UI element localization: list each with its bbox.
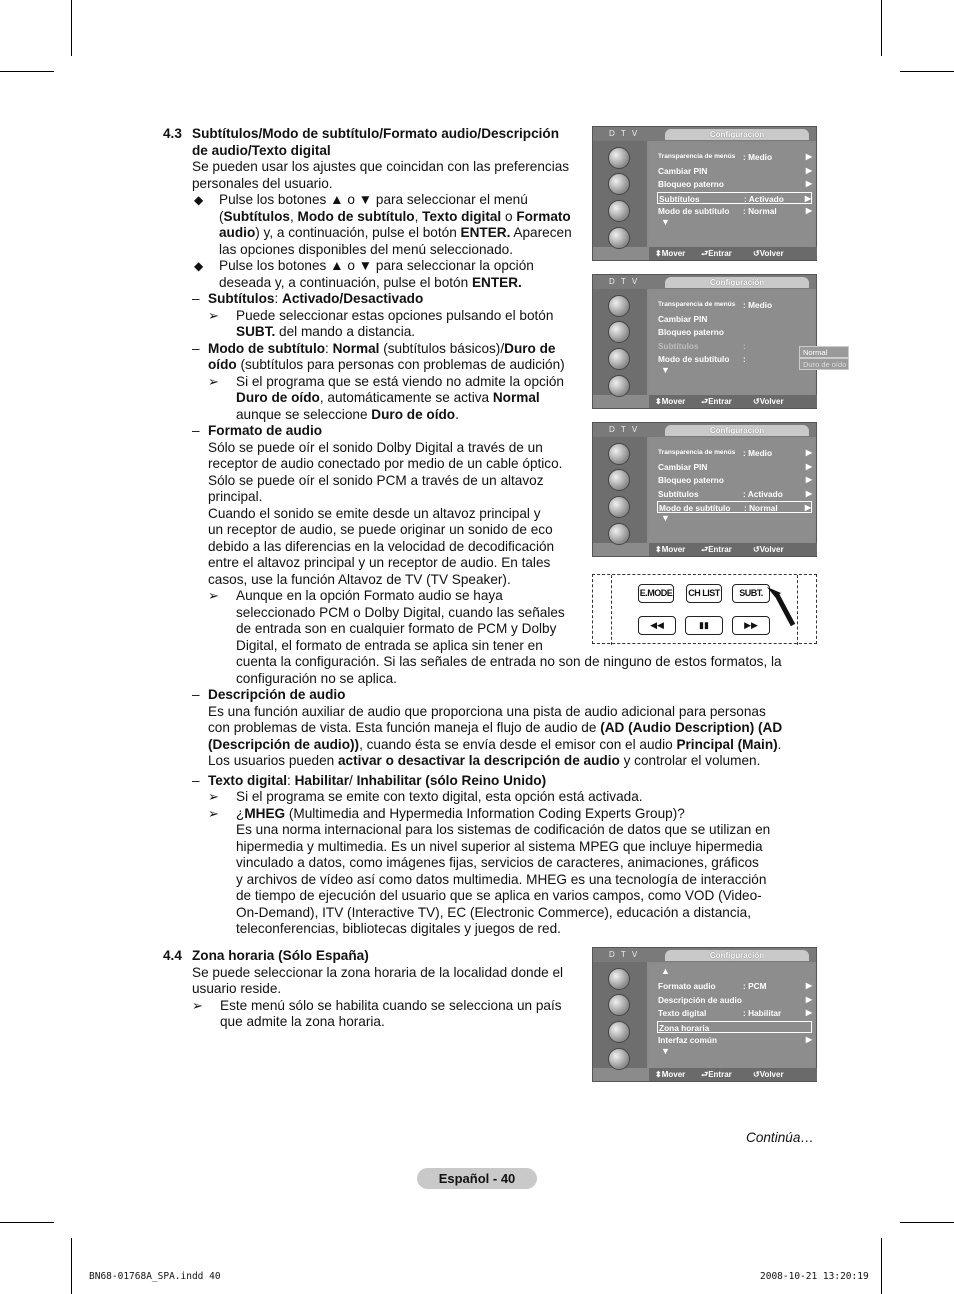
osd-list xyxy=(649,439,814,543)
osd-header xyxy=(593,275,816,289)
option-texto-digital: – Texto digital: Habilitar/ Inhabilitar (sólo Reino Unido) ➢ Si el programa se emite con texto digital, esta opción está activada. ➢ ¿MHEG (Multimedia and Hypermedia Information Coding Experts Group)? Es una norma internacional para los sistemas de codificación de datos que se utilizan en hipermedia y multimedia. Es un nivel superior al sistema MPEG que incluye hipermedia vinculado a datos, como imágenes fijas, servicios de caracteres, animaciones, gráficos y archivos de vídeo así como datos multimedia. MHEG es una tecnología de interacción de tiempo de ejecución del usuario que se aplica en varios campos, como VOD (Video- On-Demand), ITV (Interactive TV), EC (Electronic Commerce), educación a distancia, teleconferencias, bibliotecas digitales y juegos de red. xyxy=(192,773,792,938)
submenu-arrow-icon: ▶ xyxy=(805,475,812,484)
osd-sidebar xyxy=(593,437,647,543)
osd-category-icon[interactable] xyxy=(608,321,630,343)
scroll-up-icon[interactable]: ▲ xyxy=(661,966,670,976)
submenu-arrow-icon: ▶ xyxy=(805,179,812,188)
crop-mark xyxy=(71,0,72,56)
osd-sidebar xyxy=(593,141,647,247)
osd-menu-item[interactable]: Bloqueo paterno ▶ xyxy=(658,179,812,189)
osd-list xyxy=(649,964,814,1068)
popup-option-normal[interactable]: Normal xyxy=(799,346,849,358)
osd-menu-subtitulos-popup xyxy=(592,274,847,409)
crop-mark xyxy=(881,0,882,56)
osd-list xyxy=(649,291,847,395)
osd-footer xyxy=(649,247,817,260)
osd-sidebar xyxy=(593,289,647,395)
section-number: 4.3 xyxy=(163,126,182,141)
note: ➢ Si el programa que se está viendo no admite la opción Duro de oído, automáticamente se activa Normal aunque se seleccione Duro de oído. xyxy=(208,373,564,422)
submenu-arrow-icon: ▶ xyxy=(805,1035,812,1044)
option-formato-audio: – Formato de audio Sólo se puede oír el sonido Dolby Digital a través de un receptor de audio conectado por medio de un cable óptico. Sólo se puede oír el sonido PCM a través de un altavoz principal. Cuando el sonido se emite desde un altavoz principal y un receptor de audio, se puede originar un sonido de eco debido a las diferencias en la velocidad de decodificación entre el altavoz principal y un receptor de audio. En tales casos, use la función Altavoz de TV (TV Speaker). ➢ Aunque en la opción Formato audio se haya seleccionado PCM o Dolby Digital, cuando las señales de entrada son en cualquier formato de PCM y Dolby Digital, el formato de entrada se aplica sin tener en cuenta la configuración. Si las señales de entrada no son de ninguno de estos formatos, la configuración no se aplica. xyxy=(192,423,592,687)
bullet-item: ◆ Pulse los botones ▲ o ▼ para seleccionar el menú (Subtítulos, Modo de subtítulo, Texto digital o Formato audio) y, a continuación, pulse el botón ENTER. Aparecen las opciones disponibles del menú seleccionado. xyxy=(194,192,572,257)
osd-menu-item[interactable]: Transparencia de menús : Medio ▶ xyxy=(658,152,812,162)
submenu-arrow-icon: ▶ xyxy=(805,448,812,457)
osd-menu-zona-horaria xyxy=(592,947,817,1082)
move-hint: ⬍ Mover xyxy=(655,249,686,258)
section-title: Zona horaria (Sólo España) xyxy=(192,948,369,963)
submenu-arrow-icon: ▶ xyxy=(805,152,812,161)
submenu-arrow-icon: ▶ xyxy=(805,981,812,990)
note: ➢ Aunque en la opción Formato audio se haya seleccionado PCM o Dolby Digital, cuando las señales de entrada son en cualquier formato de PCM y Dolby Digital, el formato de entrada se aplica sin tener en cuenta la configuración. Si las señales de entrada no son de ninguno de estos formatos, la configuración no se aplica. xyxy=(208,588,782,686)
osd-menu-item[interactable]: Bloqueo paterno xyxy=(658,327,724,337)
scroll-down-icon[interactable]: ▼ xyxy=(661,1045,670,1056)
osd-footer xyxy=(649,1068,817,1081)
osd-menu-item[interactable]: Interfaz común ▶ xyxy=(658,1035,812,1045)
osd-menu-item[interactable]: Formato audio : PCM ▶ xyxy=(658,981,812,991)
osd-menu-modo-subtitulo xyxy=(592,422,817,557)
scroll-down-icon[interactable]: ▼ xyxy=(661,364,670,375)
osd-category-icon[interactable] xyxy=(608,443,630,465)
note: ➢ ¿MHEG (Multimedia and Hypermedia Information Coding Experts Group)? Es una norma internacional para los sistemas de codificación de datos que se utilizan en hipermedia y multimedia. Es un nivel superior al sistema MPEG que incluye hipermedia vinculado a datos, como imágenes fijas, servicios de caracteres, animaciones, gráficos y archivos de vídeo así como datos multimedia. MHEG es una tecnología de interacción de tiempo de ejecución del usuario que se aplica en varios campos, como VOD (Video- On-Demand), ITV (Interactive TV), EC (Electronic Commerce), educación a distancia, teleconferencias, bibliotecas digitales y juegos de red. xyxy=(208,805,771,936)
osd-category-icon[interactable] xyxy=(608,523,630,545)
osd-source-label: D T V xyxy=(609,425,640,434)
osd-popup-options xyxy=(799,346,849,370)
scroll-down-icon[interactable]: ▼ xyxy=(661,512,670,523)
osd-menu-item[interactable]: Cambiar PIN xyxy=(658,313,708,324)
option-subtitulos: – Subtítulos: Activado/Desactivado ➢ Puede seleccionar estas opciones pulsando el botón SUBT. del mando a distancia. xyxy=(192,291,592,341)
bullet-item: ◆ Pulse los botones ▲ o ▼ para seleccionar la opción deseada y, a continuación, pulse el botón ENTER. xyxy=(194,258,534,290)
arrow-note-icon: ➢ xyxy=(208,588,219,603)
enter-hint: ⮐ Entrar xyxy=(701,545,732,554)
osd-source-label: D T V xyxy=(609,277,640,286)
osd-menu-item[interactable]: Descripción de audio ▶ xyxy=(658,994,812,1005)
emode-button[interactable]: E.MODE xyxy=(638,584,674,603)
continues-label: Continúa… xyxy=(746,1130,815,1145)
crop-mark xyxy=(0,71,54,72)
file-date: 2008-10-21 13:20:19 xyxy=(760,1271,869,1282)
osd-source-label: D T V xyxy=(609,129,640,138)
osd-category-icon[interactable] xyxy=(608,227,630,249)
rewind-button[interactable]: ◀◀ xyxy=(638,616,676,635)
osd-source-label: D T V xyxy=(609,950,640,959)
section-title: Subtítulos/Modo de subtítulo/Formato audio/Descripción xyxy=(192,126,560,141)
osd-menu-subtitulos xyxy=(592,126,817,261)
popup-option-duro-de-oido[interactable]: Duro de oído xyxy=(799,358,849,370)
move-hint: ⬍ Mover xyxy=(655,1070,686,1079)
osd-category-icon[interactable] xyxy=(608,348,630,370)
osd-tab-configuracion: Configuración xyxy=(665,425,809,436)
osd-tab-configuracion: Configuración xyxy=(665,129,809,140)
arrow-note-icon: ➢ xyxy=(208,789,219,804)
osd-menu-item[interactable]: Transparencia de menús : Medio xyxy=(658,300,773,310)
submenu-arrow-icon: ▶ xyxy=(805,1008,812,1017)
osd-category-icon[interactable] xyxy=(608,1048,630,1070)
osd-footer xyxy=(649,395,817,408)
osd-menu-item[interactable]: Modo de subtítulo : Normal ▶ xyxy=(658,206,812,216)
osd-category-icon[interactable] xyxy=(608,375,630,397)
osd-category-icon[interactable] xyxy=(608,147,630,169)
osd-menu-item[interactable]: Modo de subtítulo : Normal ▶ xyxy=(659,503,811,513)
osd-menu-item[interactable]: Subtítulos : xyxy=(658,340,746,351)
osd-menu-item[interactable]: Transparencia de menús : Medio ▶ xyxy=(658,448,812,458)
arrow-note-icon: ➢ xyxy=(208,373,219,389)
osd-menu-item[interactable]: Texto digital : Habilitar ▶ xyxy=(658,1008,812,1018)
osd-tab-configuracion: Configuración xyxy=(665,950,809,961)
pointer-arrow-icon xyxy=(765,585,799,631)
section-title: de audio/Texto digital xyxy=(192,142,331,158)
submenu-arrow-icon: ▶ xyxy=(805,488,812,498)
intro-text: personales del usuario. xyxy=(192,175,333,191)
osd-category-icon[interactable] xyxy=(608,994,630,1016)
osd-menu-item[interactable]: Bloqueo paterno ▶ xyxy=(658,475,812,485)
note: ➢ Este menú sólo se habilita cuando se selecciona un país que admite la zona horaria. xyxy=(192,997,562,1029)
osd-category-icon[interactable] xyxy=(608,968,630,990)
osd-menu-item[interactable]: Zona horaria xyxy=(657,1021,812,1033)
crop-mark xyxy=(900,1222,954,1223)
scroll-down-icon[interactable]: ▼ xyxy=(661,216,670,227)
osd-tab-configuracion: Configuración xyxy=(665,277,809,288)
subt-button[interactable]: SUBT. xyxy=(732,584,770,603)
dash-marker: – xyxy=(192,687,200,702)
osd-menu-item[interactable]: Modo de subtítulo : xyxy=(658,354,746,364)
section-4-4: 4.4 Zona horaria (Sólo España) Se puede seleccionar la zona horaria de la localidad donde el usuario reside. ➢ Este menú sólo se habilita cuando se selecciona un país que admite la zona horaria. xyxy=(163,948,583,1031)
enter-hint: ⮐ Entrar xyxy=(701,1070,732,1079)
fast-forward-button[interactable]: ▶▶ xyxy=(732,616,770,635)
arrow-note-icon: ➢ xyxy=(192,997,203,1013)
crop-mark xyxy=(881,1238,882,1294)
submenu-arrow-icon: ▶ xyxy=(805,461,812,471)
submenu-arrow-icon: ▶ xyxy=(804,503,811,512)
arrow-note-icon: ➢ xyxy=(208,805,219,821)
note: ➢ Puede seleccionar estas opciones pulsando el botón SUBT. del mando a distancia. xyxy=(208,307,554,339)
file-info: BN68-01768A_SPA.indd 40 xyxy=(89,1271,221,1282)
dash-marker: – xyxy=(192,772,200,788)
osd-menu-item[interactable]: Cambiar PIN ▶ xyxy=(658,461,812,472)
diamond-bullet-icon: ◆ xyxy=(194,193,204,207)
intro-text: Se pueden usar los ajustes que coincidan con las preferencias xyxy=(192,159,570,174)
submenu-arrow-icon: ▶ xyxy=(805,206,812,215)
osd-footer xyxy=(649,543,817,556)
chlist-button[interactable]: CH LIST xyxy=(686,584,722,603)
osd-menu-item[interactable]: Subtítulos : Activado ▶ xyxy=(659,193,811,204)
dash-marker: – xyxy=(192,423,200,438)
return-hint: ↺ Volver xyxy=(753,249,784,258)
osd-list xyxy=(649,143,814,247)
pause-button[interactable]: ▮▮ xyxy=(685,616,723,635)
dash-marker: – xyxy=(192,340,200,356)
submenu-arrow-icon: ▶ xyxy=(804,193,811,203)
option-descripcion-audio: – Descripción de audio Es una función auxiliar de audio que proporciona una pista de audio adicional para personas con problemas de vista. Esta función maneja el flujo de audio de (AD (Audio Description) (AD (Descripción de audio)), cuando ésta se envía desde el emisor con el audio Principal (Main). Los usuarios pueden activar o desactivar la descripción de audio y controlar el volumen. xyxy=(192,687,783,768)
osd-header xyxy=(593,948,816,962)
osd-menu-item[interactable]: Subtítulos : Activado ▶ xyxy=(658,488,812,499)
submenu-arrow-icon: ▶ xyxy=(805,994,812,1004)
diamond-bullet-icon: ◆ xyxy=(194,259,204,273)
move-hint: ⬍ Mover xyxy=(655,397,686,406)
return-hint: ↺ Volver xyxy=(753,397,784,406)
enter-hint: ⮐ Entrar xyxy=(701,397,732,406)
page-number-badge: Español - 40 xyxy=(417,1168,537,1189)
osd-category-icon[interactable] xyxy=(608,496,630,518)
osd-header xyxy=(593,423,816,437)
dash-marker: – xyxy=(192,291,200,306)
crop-mark xyxy=(0,1222,54,1223)
option-modo-subtitulo: – Modo de subtítulo: Normal (subtítulos básicos)/Duro de oído (subtítulos para personas con problemas de audición) ➢ Si el programa que se está viendo no admite la opción Duro de oído, automáticamente se activa Normal aunque se seleccione Duro de oído. xyxy=(192,341,592,424)
section-number: 4.4 xyxy=(163,948,182,963)
enter-hint: ⮐ Entrar xyxy=(701,249,732,258)
osd-menu-item[interactable]: Cambiar PIN ▶ xyxy=(658,165,812,176)
remote-control-illustration xyxy=(592,574,817,644)
osd-category-icon[interactable] xyxy=(608,200,630,222)
crop-mark xyxy=(71,1238,72,1294)
return-hint: ↺ Volver xyxy=(753,1070,784,1079)
move-hint: ⬍ Mover xyxy=(655,545,686,554)
return-hint: ↺ Volver xyxy=(753,545,784,554)
osd-category-icon[interactable] xyxy=(608,173,630,195)
osd-category-icon[interactable] xyxy=(608,1021,630,1043)
osd-category-icon[interactable] xyxy=(608,469,630,491)
crop-mark xyxy=(900,71,954,72)
osd-sidebar xyxy=(593,962,647,1068)
note: ➢ Si el programa se emite con texto digital, esta opción está activada. xyxy=(208,789,643,804)
osd-header xyxy=(593,127,816,141)
submenu-arrow-icon: ▶ xyxy=(805,165,812,175)
osd-category-icon[interactable] xyxy=(608,295,630,317)
arrow-note-icon: ➢ xyxy=(208,307,219,323)
